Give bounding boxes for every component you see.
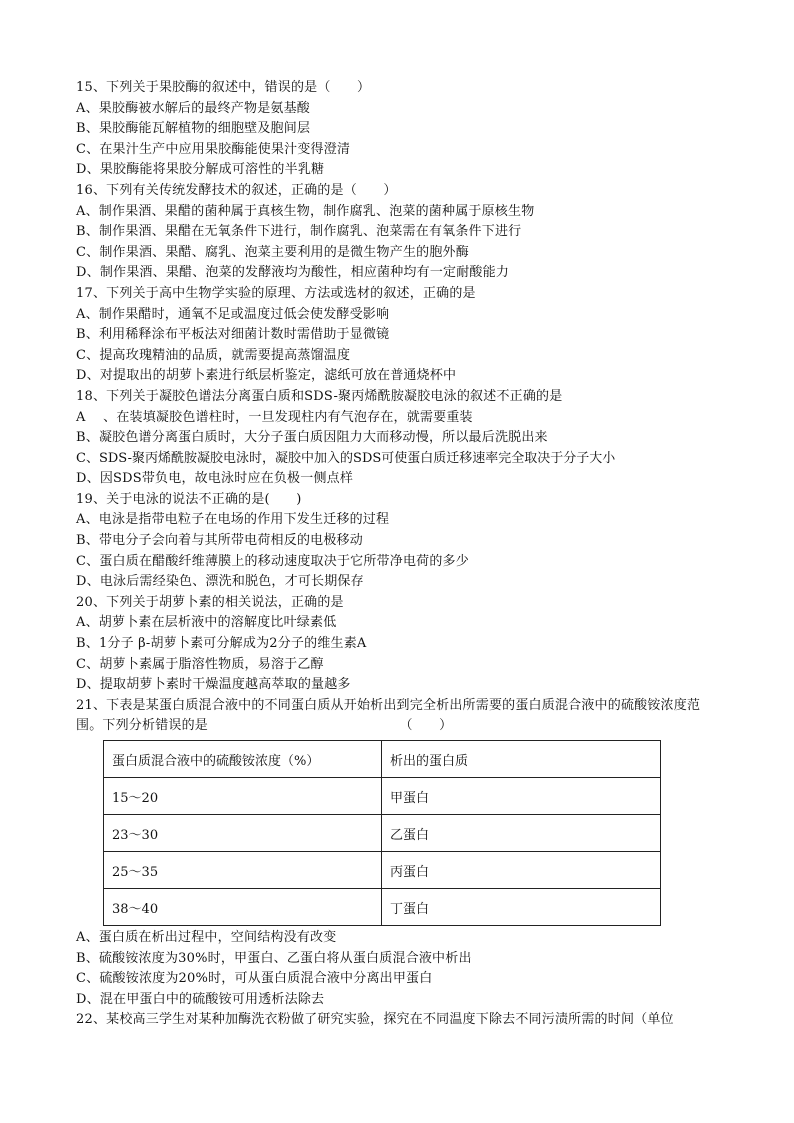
table-row: [104, 852, 661, 889]
question-17-option-c: C、提高玫瑰精油的品质，就需要提高蒸馏温度: [76, 347, 351, 363]
question-17-option-a: A、制作果醋时，通氧不足或温度过低会使发酵受影响: [76, 306, 390, 322]
table-row: [104, 815, 661, 852]
exam-page: [76, 78, 726, 1031]
question-19-option-a: A、电泳是指带电粒子在电场的作用下发生迁移的过程: [76, 512, 390, 528]
question-18-option-d: D、因SDS带负电，故电泳时应在负极一侧点样: [76, 471, 354, 487]
question-20-option-c: C、胡萝卜素属于脂溶性物质，易溶于乙醇: [76, 656, 324, 672]
table-row: [104, 889, 661, 926]
table-cell-protein: 丁蛋白: [382, 889, 661, 926]
question-15-option-a: A、果胶酶被水解后的最终产物是氨基酸: [76, 100, 310, 116]
question-15-option-b: B、果胶酶能瓦解植物的细胞壁及胞间层: [76, 121, 311, 137]
table-header-protein: 析出的蛋白质: [382, 741, 661, 778]
question-20-option-b: B、1分子 β-胡萝卜素可分解成为2分子的维生素A: [76, 636, 367, 652]
question-17-stem: 17、下列关于高中生物学实验的原理、方法或选材的叙述，正确的是: [76, 285, 476, 301]
question-15-stem: 15、下列关于果胶酶的叙述中，错误的是（ ）: [76, 80, 371, 95]
question-16-stem: 16、下列有关传统发酵技术的叙述，正确的是（ ）: [76, 182, 397, 198]
question-18-option-c: C、SDS-聚丙烯酰胺凝胶电泳时，凝胶中加入的SDS可使蛋白质迁移速率完全取决于分子大小: [76, 450, 616, 466]
question-16-option-a: A、制作果酒、果醋的菌种属于真核生物，制作腐乳、泡菜的菌种属于原核生物: [76, 203, 535, 219]
question-18-stem: 18、下列关于凝胶色谱法分离蛋白质和SDS-聚丙烯酰胺凝胶电泳的叙述不正确的是: [76, 388, 563, 404]
question-22-stem: 22、某校高三学生对某种加酶洗衣粉做了研究实验，探究在不同温度下除去不同污渍所需的时间（单位: [76, 1012, 674, 1028]
question-19-option-c: C、蛋白质在醋酸纤维薄膜上的移动速度取决于它所带净电荷的多少: [76, 553, 469, 569]
question-19-option-b: B、带电分子会向着与其所带电荷相反的电极移动: [76, 533, 363, 549]
table-cell-protein: 丙蛋白: [382, 852, 661, 889]
question-20-option-d: D、提取胡萝卜素时干燥温度越高萃取的量越多: [76, 677, 351, 693]
question-20-stem: 20、下列关于胡萝卜素的相关说法，正确的是: [76, 594, 344, 610]
question-16-option-b: B、制作果酒、果醋在无氧条件下进行，制作腐乳、泡菜需在有氧条件下进行: [76, 224, 522, 240]
question-16-option-c: C、制作果酒、果醋、腐乳、泡菜主要利用的是微生物产生的胞外酶: [76, 244, 469, 260]
question-17-option-b: B、利用稀释涂布平板法对细菌计数时需借助于显微镜: [76, 327, 390, 343]
question-18-option-b: B、凝胶色谱分离蛋白质时，大分子蛋白质因阻力大而移动慢，所以最后洗脱出来: [76, 430, 548, 446]
question-17-option-d: D、对提取出的胡萝卜素进行纸层析鉴定，滤纸可放在普通烧杯中: [76, 368, 457, 384]
question-16-option-d: D、制作果酒、果醋、泡菜的发酵液均为酸性，相应菌种均有一定耐酸能力: [76, 265, 510, 281]
table-cell-concentration: 23～30: [104, 815, 382, 852]
question-21-option-d: D、混在甲蛋白中的硫酸铵可用透析法除去: [76, 991, 325, 1007]
table-header-concentration: 蛋白质混合液中的硫酸铵浓度（%）: [104, 741, 382, 778]
question-21-option-c: C、硫酸铵浓度为20%时，可从蛋白质混合液中分离出甲蛋白: [76, 971, 433, 987]
question-21-stem: 21、下表是某蛋白质混合液中的不同蛋白质从开始析出到完全析出所需要的蛋白质混合液中的硫酸铵浓度范围。下列分析错误的是 （ ）: [76, 697, 701, 734]
question-21-option-b: B、硫酸铵浓度为30%时，甲蛋白、乙蛋白将从蛋白质混合液中析出: [76, 950, 472, 966]
table-cell-protein: 乙蛋白: [382, 815, 661, 852]
question-19-option-d: D、电泳后需经染色、漂洗和脱色，才可长期保存: [76, 574, 364, 590]
question-15-option-c: C、在果汁生产中应用果胶酶能使果汁变得澄清: [76, 141, 351, 157]
table-header-row: [104, 741, 661, 778]
question-21-option-a: A、蛋白质在析出过程中，空间结构没有改变: [76, 930, 337, 945]
table-cell-concentration: 15～20: [104, 778, 382, 815]
question-15-option-d: D、果胶酶能将果胶分解成可溶性的半乳糖: [76, 162, 325, 178]
question-20-option-a: A、胡萝卜素在层析液中的溶解度比叶绿素低: [76, 615, 337, 631]
table-cell-concentration: 25～35: [104, 852, 382, 889]
ammonium-sulfate-table: [103, 740, 661, 926]
table-cell-concentration: 38～40: [104, 889, 382, 926]
question-19-stem: 19、关于电泳的说法不正确的是( ): [76, 491, 302, 507]
table-row: [104, 778, 661, 815]
table-cell-protein: 甲蛋白: [382, 778, 661, 815]
question-18-option-a: A 、在装填凝胶色谱柱时，一旦发现柱内有气泡存在，就需要重装: [76, 409, 473, 425]
